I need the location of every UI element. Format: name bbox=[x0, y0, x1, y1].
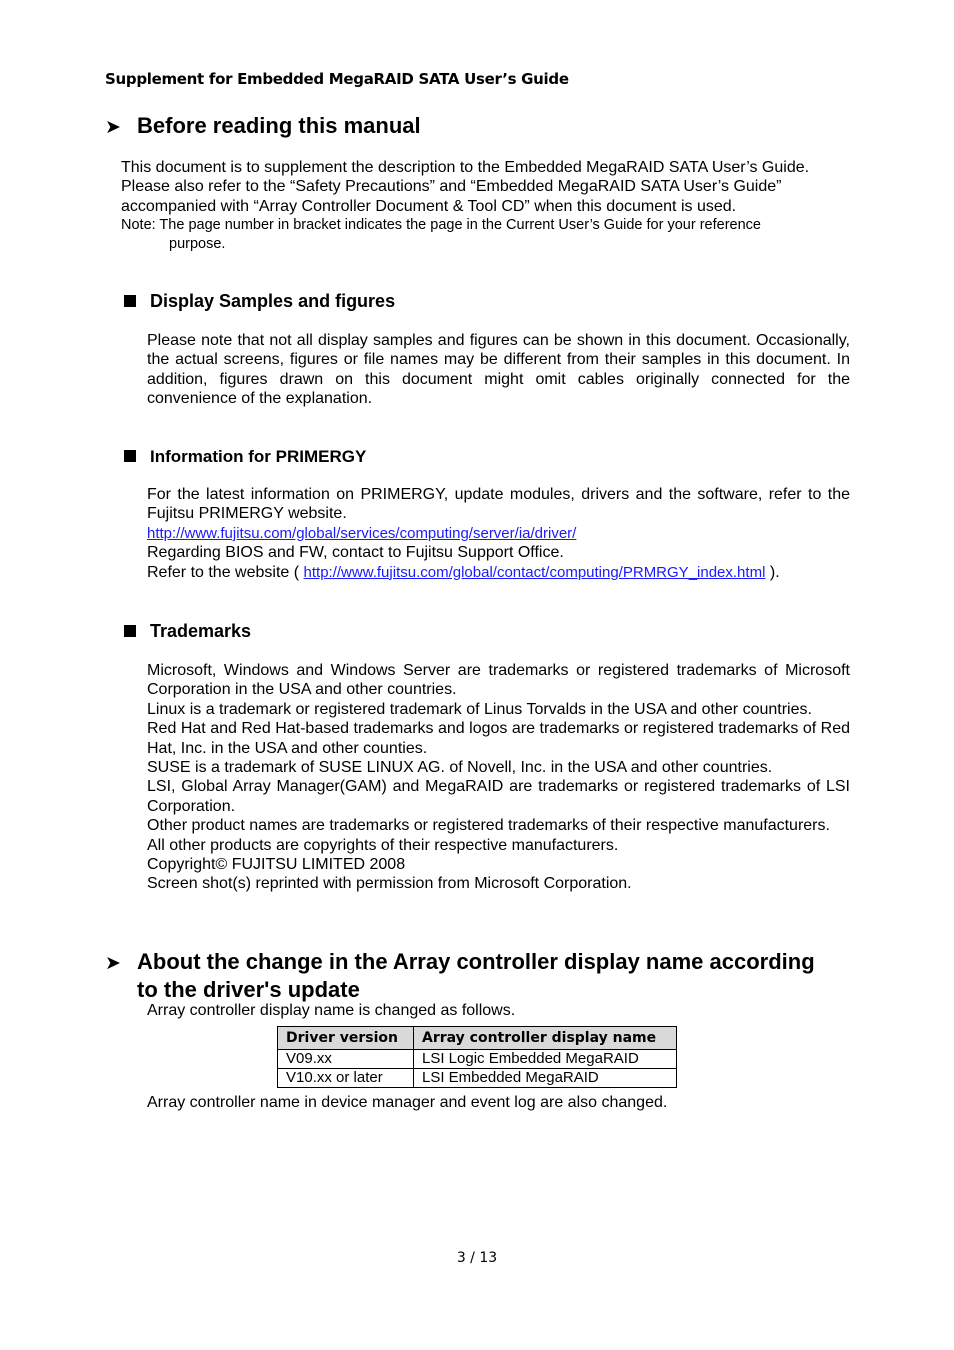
section-title: Before reading this manual bbox=[137, 113, 421, 138]
table-row bbox=[278, 1050, 677, 1069]
page-number: 3 / 13 bbox=[456, 1250, 498, 1266]
intro-line: This document is to supplement the description to the Embedded MegaRAID SATA User’s Guide. bbox=[121, 159, 810, 176]
trademark-line: Linux is a trademark or registered trademark of Linus Torvalds in the USA and other countries. bbox=[147, 700, 812, 718]
table-header-cell: Array controller display name bbox=[414, 1027, 677, 1050]
trademark-line: Copyright© FUJITSU LIMITED 2008 bbox=[147, 856, 406, 874]
paragraph-text: Please note that not all display samples and figures can be shown in this document. Occasionally, the actual screens, figures or file names may be different from their samples in this document. In addition, figures drawn on this document might omit cables originally connected for the convenience of the explanation. bbox=[147, 332, 850, 408]
table-cell: V09.xx bbox=[278, 1050, 414, 1069]
trademark-line: Microsoft, Windows and Windows Server are trademarks or registered trademarks of Microsoft Corporation in the USA and other countries. bbox=[147, 662, 850, 699]
note bbox=[121, 216, 849, 254]
trademark-line: All other products are copyrights of their respective manufacturers. bbox=[147, 836, 619, 854]
intro-line: accompanied with “Array Controller Document & Tool CD” when this document is used. bbox=[121, 197, 737, 215]
display-name-intro bbox=[147, 1001, 850, 1020]
trademark-line: Other product names are trademarks or registered trademarks of their respective manufacturers. bbox=[147, 817, 830, 835]
trademark-line: Screen shot(s) reprinted with permission from Microsoft Corporation. bbox=[147, 875, 632, 893]
subsection-heading-trademarks bbox=[124, 621, 251, 642]
section-heading-display-name-change bbox=[105, 949, 815, 1003]
refer-suffix: ). bbox=[769, 563, 780, 581]
paragraph-text: Array controller name in device manager and event log are also changed. bbox=[147, 1094, 668, 1111]
paragraph-text: For the latest information on PRIMERGY, update modules, drivers and the software, refer to the Fujitsu PRIMERGY website. bbox=[147, 486, 850, 523]
subsection-heading-display-samples bbox=[124, 291, 395, 312]
bios-text: Regarding BIOS and FW, contact to Fujitsu Support Office. bbox=[147, 544, 564, 562]
table-row bbox=[278, 1069, 677, 1088]
trademarks-paragraph bbox=[147, 661, 850, 894]
table-header-row bbox=[278, 1027, 677, 1050]
refer-line bbox=[147, 563, 850, 582]
square-bullet-icon bbox=[124, 450, 136, 462]
note-line: purpose. bbox=[169, 236, 226, 253]
document-header: Supplement for Embedded MegaRAID SATA User’s Guide bbox=[105, 70, 569, 88]
square-bullet-icon bbox=[124, 625, 136, 637]
driver-version-table-wrapper bbox=[277, 1026, 677, 1088]
subsection-title: Trademarks bbox=[150, 621, 252, 641]
primergy-paragraph bbox=[147, 485, 850, 582]
driver-download-link[interactable]: http://www.fujitsu.com/global/services/computing/server/ia/driver/ bbox=[147, 524, 577, 542]
arrow-bullet-icon: ➤ bbox=[105, 117, 121, 138]
contact-link[interactable]: http://www.fujitsu.com/global/contact/computing/PRMRGY_index.html bbox=[303, 563, 766, 581]
arrow-bullet-icon: ➤ bbox=[105, 953, 121, 974]
section-title-line: to the driver's update bbox=[137, 977, 360, 1002]
display-name-outro bbox=[147, 1093, 850, 1112]
subsection-heading-primergy bbox=[124, 447, 366, 467]
trademark-line: LSI, Global Array Manager(GAM) and MegaRAID are trademarks or registered trademarks of LSI Corporation. bbox=[147, 778, 850, 815]
driver-version-table bbox=[277, 1026, 677, 1088]
table-header-cell: Driver version bbox=[278, 1027, 414, 1050]
square-bullet-icon bbox=[124, 295, 136, 307]
section-title-line: About the change in the Array controller display name according bbox=[137, 949, 815, 974]
trademark-line: SUSE is a trademark of SUSE LINUX AG. of Novell, Inc. in the USA and other countries. bbox=[147, 759, 773, 777]
subsection-title: Information for PRIMERGY bbox=[150, 447, 367, 466]
subsection-title: Display Samples and figures bbox=[150, 291, 396, 311]
trademark-line: Red Hat and Red Hat-based trademarks and logos are trademarks or registered trademarks of Red Hat, Inc. in the USA and other counties. bbox=[147, 720, 850, 757]
table-cell: LSI Embedded MegaRAID bbox=[414, 1069, 677, 1088]
refer-prefix: Refer to the website ( bbox=[147, 563, 300, 581]
intro-paragraph bbox=[121, 158, 849, 254]
table-cell: V10.xx or later bbox=[278, 1069, 414, 1088]
section-heading-before-reading bbox=[105, 113, 421, 139]
paragraph-text: Array controller display name is changed as follows. bbox=[147, 1002, 516, 1019]
intro-line: Please also refer to the “Safety Precautions” and “Embedded MegaRAID SATA User’s Guide” bbox=[121, 178, 782, 196]
note-line: Note: The page number in bracket indicates the page in the Current User’s Guide for your reference bbox=[121, 217, 761, 234]
display-samples-paragraph bbox=[147, 331, 850, 409]
table-cell: LSI Logic Embedded MegaRAID bbox=[414, 1050, 677, 1069]
